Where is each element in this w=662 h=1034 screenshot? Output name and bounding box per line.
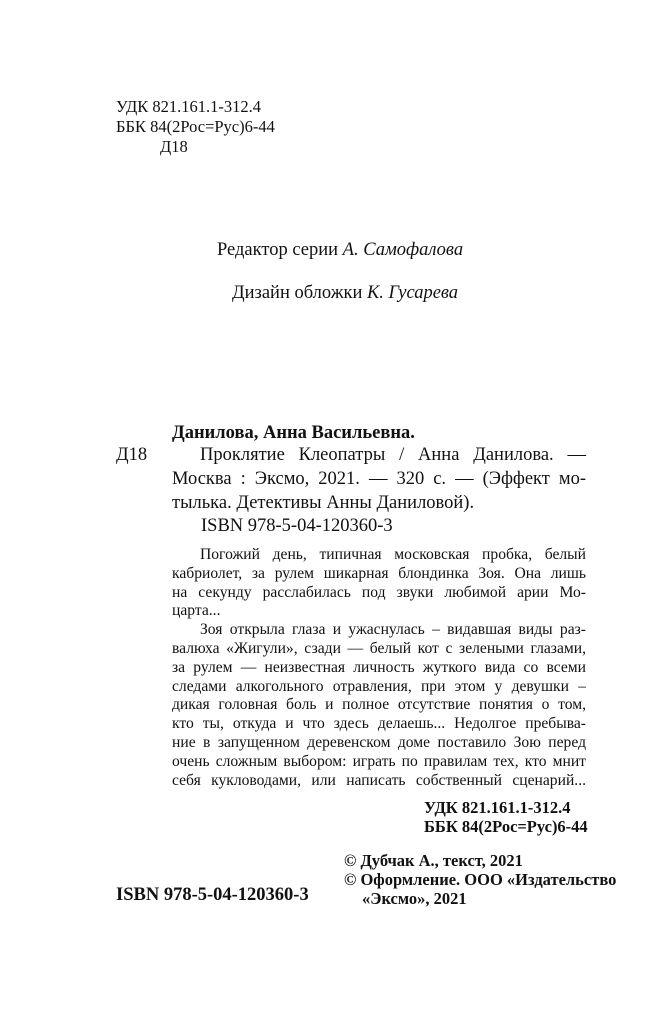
bbk-bottom: ББК 84(2Рос=Рус)6-44 xyxy=(424,817,588,836)
annotation-line: себя кукловодами, или написать собственный сценарий... xyxy=(172,771,586,789)
annotation-line: валюха «Жигули», сзади — белый кот с зелеными глазами, xyxy=(172,639,586,657)
designer-name: К. Гусарева xyxy=(366,283,459,303)
bib-line: Москва : Эксмо, 2021. — 320 с. — (Эффект мо- xyxy=(172,469,586,489)
copyright-line: «Эксмо», 2021 xyxy=(362,889,467,908)
udk-top: УДК 821.161.1-312.4 xyxy=(116,97,262,116)
annotation-line: дикая головная боль и полное отсутствие понятия о том, xyxy=(172,696,586,714)
annotation-line: царта... xyxy=(172,602,221,620)
editor-label: Редактор серии xyxy=(217,240,339,260)
designer-credit xyxy=(232,281,458,305)
annotation-line: на секунду расслабилась под звуки любимой арии Мо- xyxy=(172,583,586,601)
author-heading: Данилова, Анна Васильевна. xyxy=(172,423,415,443)
bib-line: тылька. Детективы Анны Даниловой). xyxy=(172,493,475,513)
isbn-bottom: ISBN 978-5-04-120360-3 xyxy=(116,885,309,905)
annotation-line: очень сложным выбором: играть по правилам тех, кто мнит xyxy=(172,752,586,770)
bib-line: Проклятие Клеопатры / Анна Данилова. — xyxy=(200,445,586,465)
designer-label: Дизайн обложки xyxy=(232,283,363,303)
annotation-line: кто ты, откуда и что здесь делаешь... Недолгое пребыва- xyxy=(172,715,586,733)
bib-description xyxy=(172,443,586,515)
editor-name: А. Самофалова xyxy=(342,240,464,260)
annotation-line: ние в запущенном деревенском доме поставило Зою перед xyxy=(172,733,586,751)
annotation-line: следами алкогольного отравления, при этом у девушки – xyxy=(172,677,586,695)
annotation-line: Погожий день, типичная московская пробка, белый xyxy=(200,546,586,563)
bbk-top: ББК 84(2Рос=Рус)6-44 xyxy=(116,117,275,136)
isbn-inline: ISBN 978-5-04-120360-3 xyxy=(201,516,393,536)
author-mark-top: Д18 xyxy=(160,137,188,156)
annotation-line: Зоя открыла глаза и ужаснулась – видавшая виды раз- xyxy=(200,621,586,639)
copyright-line: © Дубчак А., текст, 2021 xyxy=(344,851,523,870)
author-mark: Д18 xyxy=(116,445,148,465)
annotation-line: за рулем — неизвестная личность жуткого вида со всеми xyxy=(172,658,586,676)
udk-bottom: УДК 821.161.1-312.4 xyxy=(424,798,571,817)
annotation xyxy=(172,546,586,790)
annotation-line: кабриолет, за рулем шикарная блондинка Зоя. Она лишь xyxy=(172,564,586,582)
editor-credit xyxy=(217,238,463,262)
copyright-line: © Оформление. ООО «Издательство xyxy=(344,870,617,889)
